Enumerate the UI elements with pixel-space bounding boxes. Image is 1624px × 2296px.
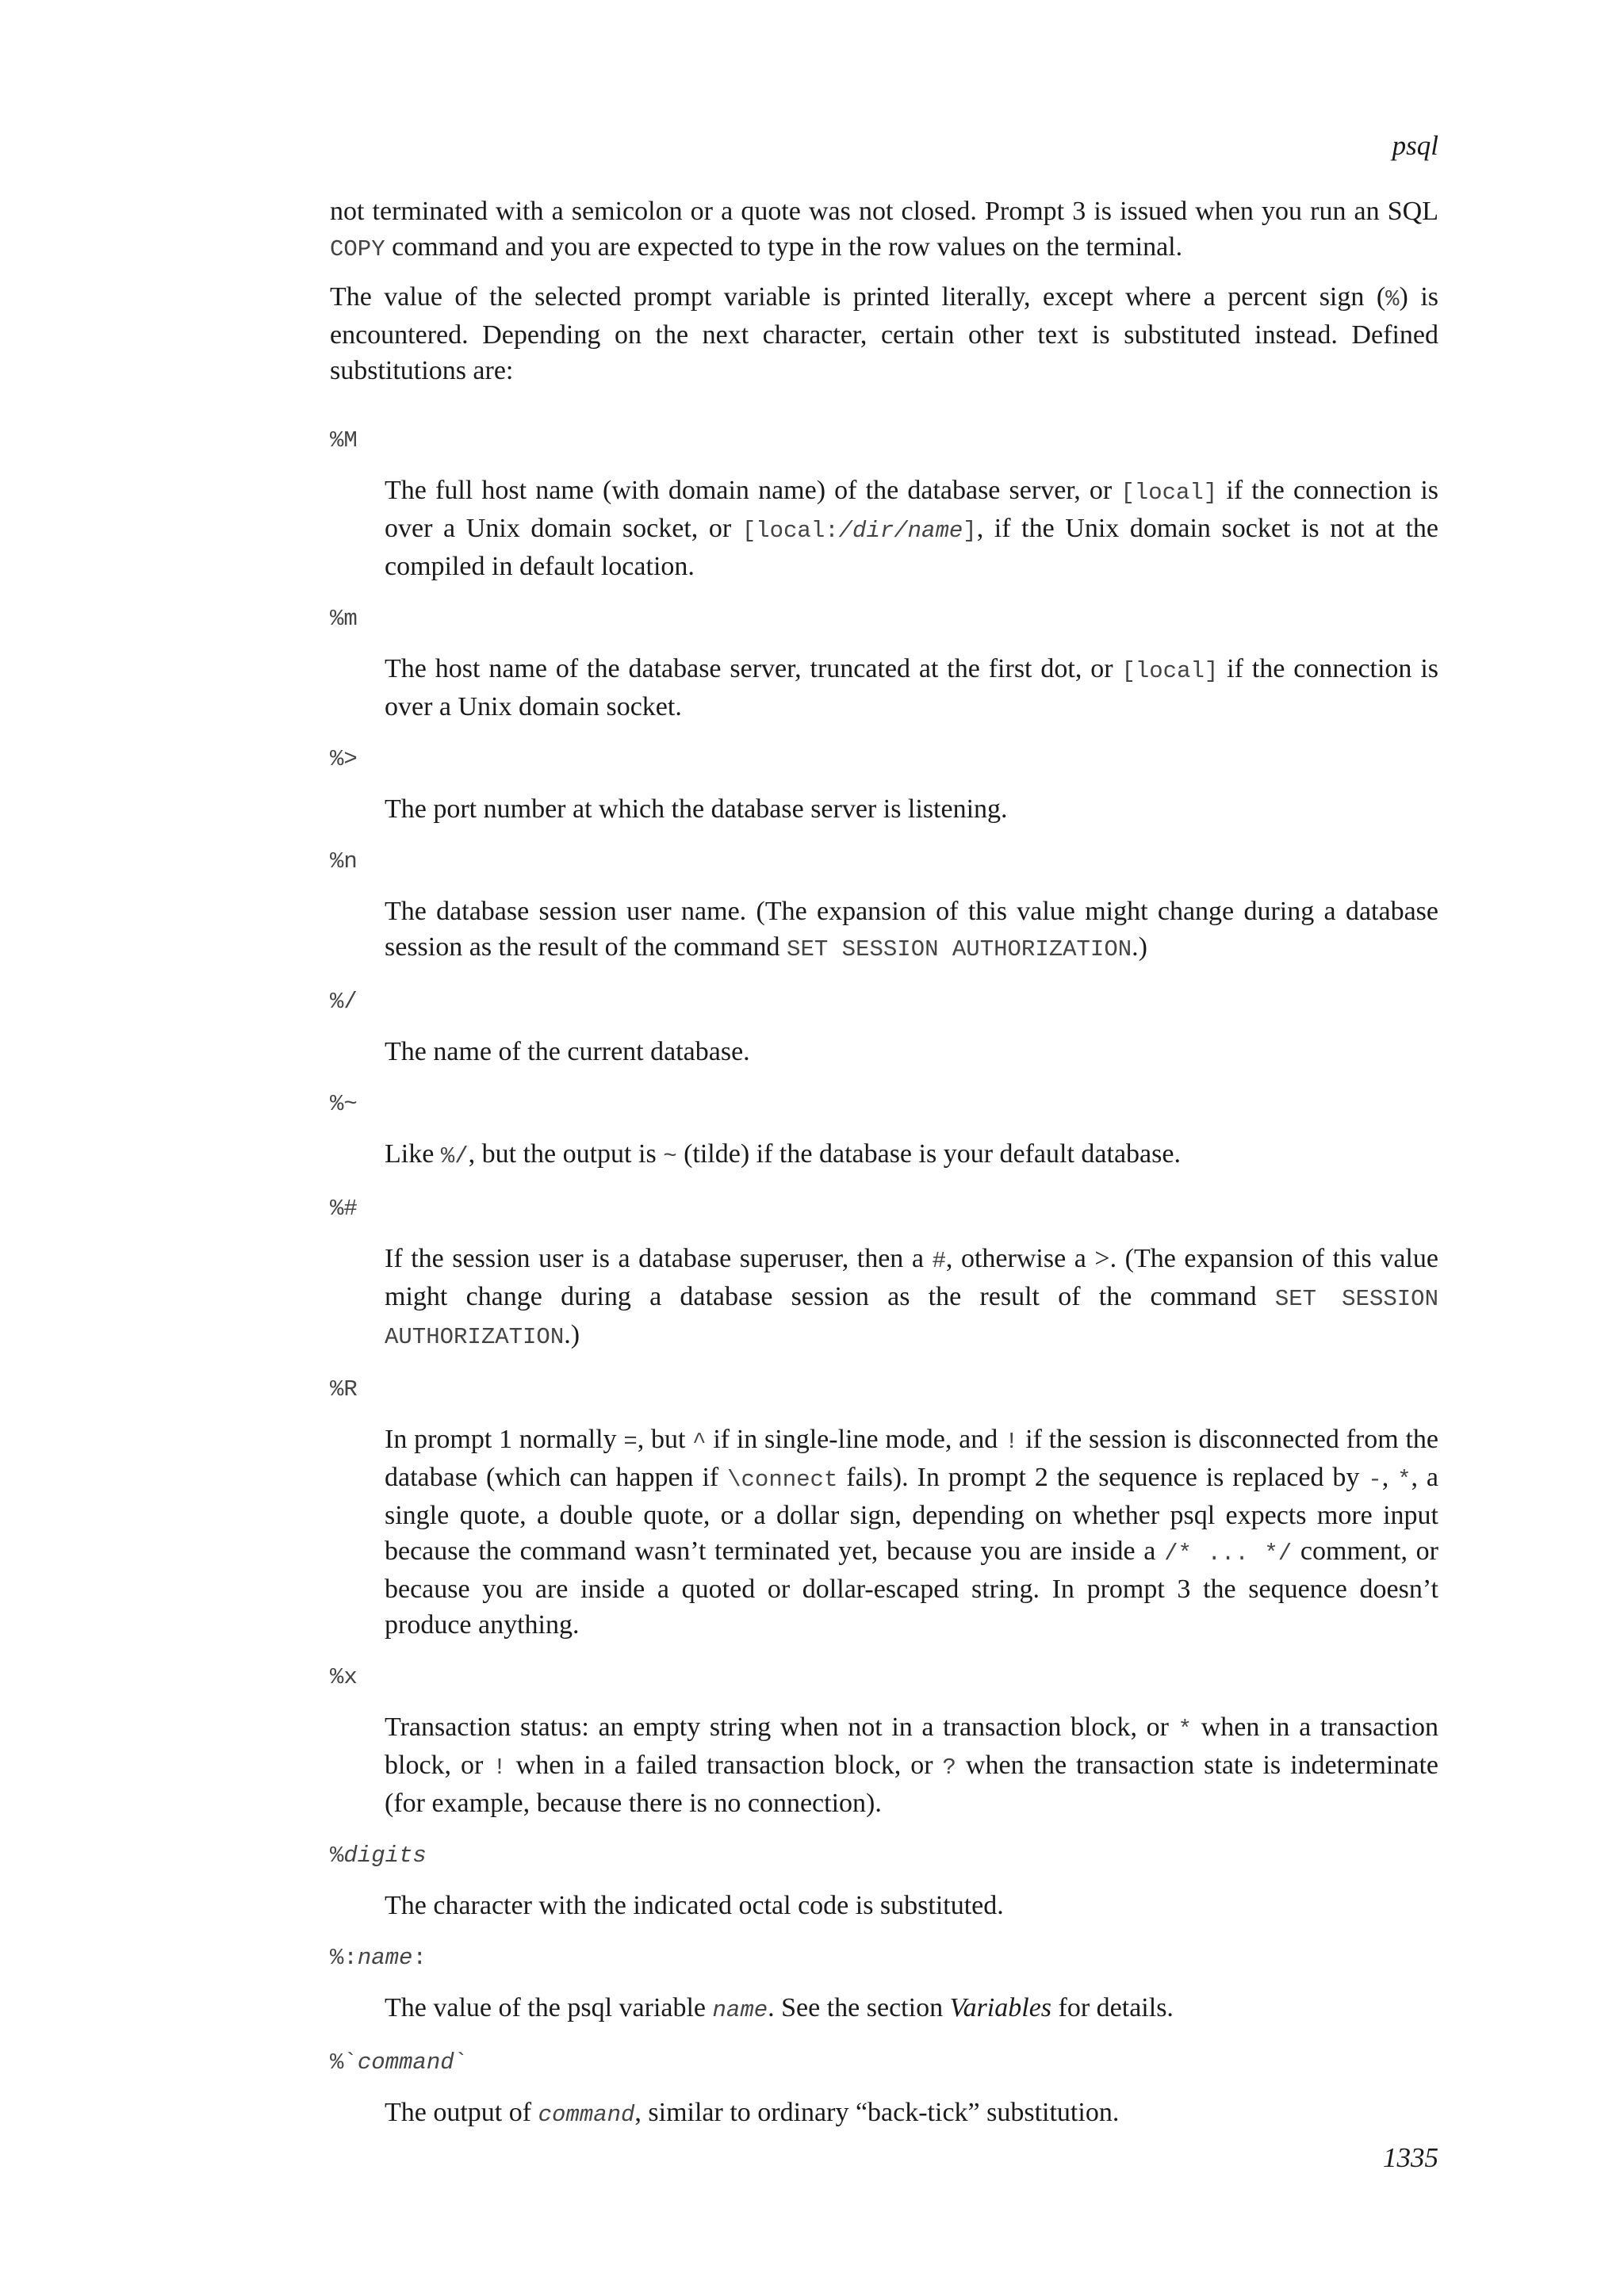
desc-database-tilde: Like %/, but the output is ~ (tilde) if the database is your default database. bbox=[385, 1139, 1181, 1169]
term-host-full: %M bbox=[330, 427, 358, 453]
term-variable: %:name: bbox=[330, 1945, 427, 1971]
page-number: 1335 bbox=[1383, 2142, 1438, 2173]
term-host-short: %m bbox=[330, 606, 358, 632]
page-body bbox=[330, 193, 1438, 2147]
desc-transaction: Transaction status: an empty string when not in a transaction block, or * when in a transaction block, or ! when in a failed transaction block, or ? when the transaction state is indeterminate (for example, because there is no connection). bbox=[385, 1712, 1439, 1818]
term-superuser: %# bbox=[330, 1196, 358, 1222]
term-command: %`command` bbox=[330, 2049, 469, 2076]
section-reference: Variables bbox=[949, 1993, 1052, 2022]
desc-command: The output of command, similar to ordinary “back-tick” substitution. bbox=[385, 2098, 1120, 2128]
term-digits: %digits bbox=[330, 1843, 427, 1869]
inline-code: COPY bbox=[330, 236, 385, 262]
running-header: psql bbox=[1392, 130, 1438, 161]
term-port: %> bbox=[330, 746, 358, 772]
intro-paragraph-1: not terminated with a semicolon or a quote was not closed. Prompt 3 is issued when you run an SQL COPY command and you are expected to type in the row values on the terminal. bbox=[330, 197, 1438, 262]
term-user: %n bbox=[330, 848, 358, 874]
desc-digits: The character with the indicated octal code is substituted. bbox=[385, 1891, 1004, 1920]
term-database-tilde: %~ bbox=[330, 1091, 358, 1117]
substitution-list bbox=[330, 420, 1438, 2133]
desc-superuser: If the session user is a database superuser, then a #, otherwise a >. (The expansion of this value might change during a database session as the result of the command SET SESSION AUTHORIZATION.) bbox=[385, 1244, 1438, 1350]
desc-database: The name of the current database. bbox=[385, 1037, 750, 1066]
inline-code: % bbox=[1385, 286, 1400, 312]
desc-host-short: The host name of the database server, truncated at the first dot, or [local] if the connection is over a Unix domain socket. bbox=[385, 654, 1438, 721]
term-transaction: %x bbox=[330, 1664, 358, 1690]
desc-user: The database session user name. (The expansion of this value might change during a database session as the result of the command SET SESSION AUTHORIZATION.) bbox=[385, 897, 1438, 962]
desc-host-full: The full host name (with domain name) of the database server, or [local] if the connection is over a Unix domain socket, or [local:/dir/name], if the Unix domain socket is not at the compiled in default location. bbox=[385, 476, 1438, 581]
desc-prompt-state: In prompt 1 normally =, but ^ if in single-line mode, and ! if the session is disconnected from the database (which can happen if \connect fails). In prompt 2 the sequence is replaced by -, *, a single quote, a double quote, or a dollar sign, depending on whether psql expects more input because the command wasn’t terminated yet, because you are inside a /* ... */ comment, or because you are inside a quoted or dollar-escaped string. In prompt 3 the sequence doesn’t produce anything. bbox=[385, 1425, 1439, 1640]
intro-paragraph-2: The value of the selected prompt variable is printed literally, except where a percent sign (%) is encountered. Depending on the next character, certain other text is substituted instead. Defined substitutions are: bbox=[330, 282, 1438, 385]
desc-variable: The value of the psql variable name. See the section Variables for details. bbox=[385, 1993, 1174, 2023]
desc-port: The port number at which the database server is listening. bbox=[385, 794, 1008, 824]
term-prompt-state: %R bbox=[330, 1376, 358, 1402]
term-database: %/ bbox=[330, 989, 358, 1015]
